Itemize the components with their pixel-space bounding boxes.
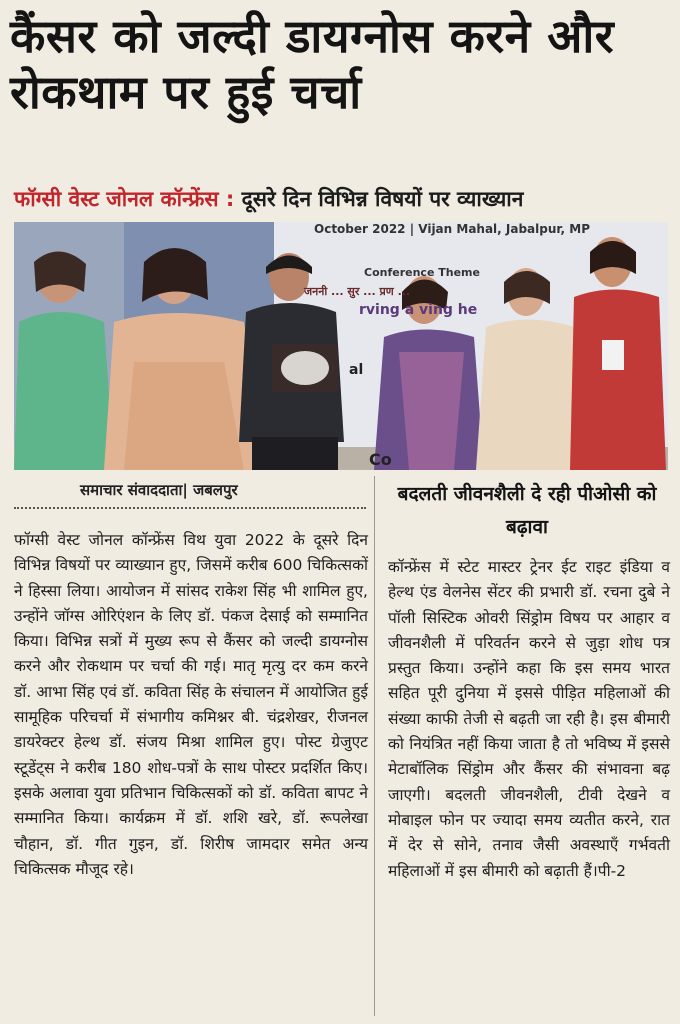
- event-photo: [14, 222, 668, 470]
- column-divider: [374, 476, 375, 1016]
- byline-separator: |: [182, 481, 194, 499]
- article-body-left: [14, 528, 368, 882]
- sidebar-paragraph: कॉन्फ्रेंस में स्टेट मास्टर ट्रेनर ईट राइट इंडिया व हेल्थ एंड वेलनेस सेंटर की प्रभारी डॉ. रचना दुबे ने पॉली सिस्टिक ओवरी सिंड्रोम विषय पर आहार व जीवनशैली में परिवर्तन करने से जुड़ा शोध पत्र प्रस्तुत किया। उन्होंने कहा कि इस समय भारत सहित पूरी दुनिया में इससे पीड़ित महिलाओं की संख्या काफी तेजी से बढ़ती जा रही है। इस बीमारी को नियंत्रित नहीं किया जाता है तो भविष्य में इससे मेटाबॉलिक सिंड्रोम और कैंसर की संभावना बढ़ जाएगी। बदलती जीवनशैली, टीवी देखने व मोबाइल फोन पर ज्यादा समय व्यतीत करने, रात में देर से सोने, तनाव जैसी अवस्थाएँ गर्भवती महिलाओं में इस बीमारी को बढ़ाती हैं।पी-2: [388, 558, 670, 880]
- sidebar-headline: बदलती जीवनशैली दे रही पीओसी को बढ़ावा: [397, 483, 657, 538]
- banner-co: Co: [369, 450, 392, 469]
- banner-date-venue: October 2022 | Vijan Mahal, Jabalpur, MP: [314, 222, 591, 236]
- article-paragraph: फॉग्सी वेस्ट जोनल कॉन्फ्रेंस विथ युवा 2022 के दूसरे दिन विभिन्न विषयों पर व्याख्यान हुए, जिसमें करीब 600 चिकित्सकों ने हिस्सा लिया। आयोजन में सांसद राकेश सिंह भी शामिल हुए, उन्होंने जॉग्स ओरिएंशन के लिए डॉ. पंकज देसाई को सम्मानित किया। विभिन्न सत्रों में मुख्य रूप से कैंसर को जल्दी डायग्नोस करने और रोकथाम पर चर्चा की गई। मातृ मृत्यु दर कम करने डॉ. आभा सिंह एवं डॉ. कविता सिंह के संचालन में आयोजित हुई सामूहिक परिचर्चा में संभागीय कमिश्नर बी. चंद्रशेखर, रीजनल डायरेक्टर हेल्थ डॉ. संजय मिश्रा शामिल हुए। पोस्ट ग्रेजुएट स्टूडेंट्स ने करीब 180 शोध-पत्रों के साथ पोस्टर प्रदर्शित किए। इसके अलावा युवा प्रतिभान चिकित्सकों को डॉ. कविता बापट ने सम्मानित किया। कार्यक्रम में डॉ. शशि खरे, डॉ. रूपलेखा चौहान, डॉ. गीत गुइन, डॉ. शिरीष जामदार समेत अन्य चिकित्सक मौजूद रहे।: [14, 531, 368, 878]
- byline-rule: [14, 507, 366, 509]
- banner-al: al: [349, 362, 364, 378]
- subheadline: [14, 183, 670, 215]
- subhead-label: फॉग्सी वेस्ट जोनल कॉन्फ्रेंस :: [14, 187, 235, 211]
- byline-reporter: समाचार संवाददाता: [80, 481, 183, 499]
- article-body-right: [388, 555, 670, 884]
- event-photo-illustration: [14, 222, 668, 470]
- byline: [80, 480, 360, 500]
- headline: कैंसर को जल्दी डायग्नोस करने और रोकथाम पर हुई चर्चा: [10, 9, 615, 119]
- banner-theme: Conference Theme: [364, 266, 480, 279]
- byline-location: जबलपुर: [193, 481, 238, 499]
- subhead-text: दूसरे दिन विभिन्न विषयों पर व्याख्यान: [241, 187, 524, 211]
- banner-hindi: जननी ... सुर ... प्रण ...: [304, 285, 411, 298]
- banner-english: rving a ving he: [359, 302, 478, 318]
